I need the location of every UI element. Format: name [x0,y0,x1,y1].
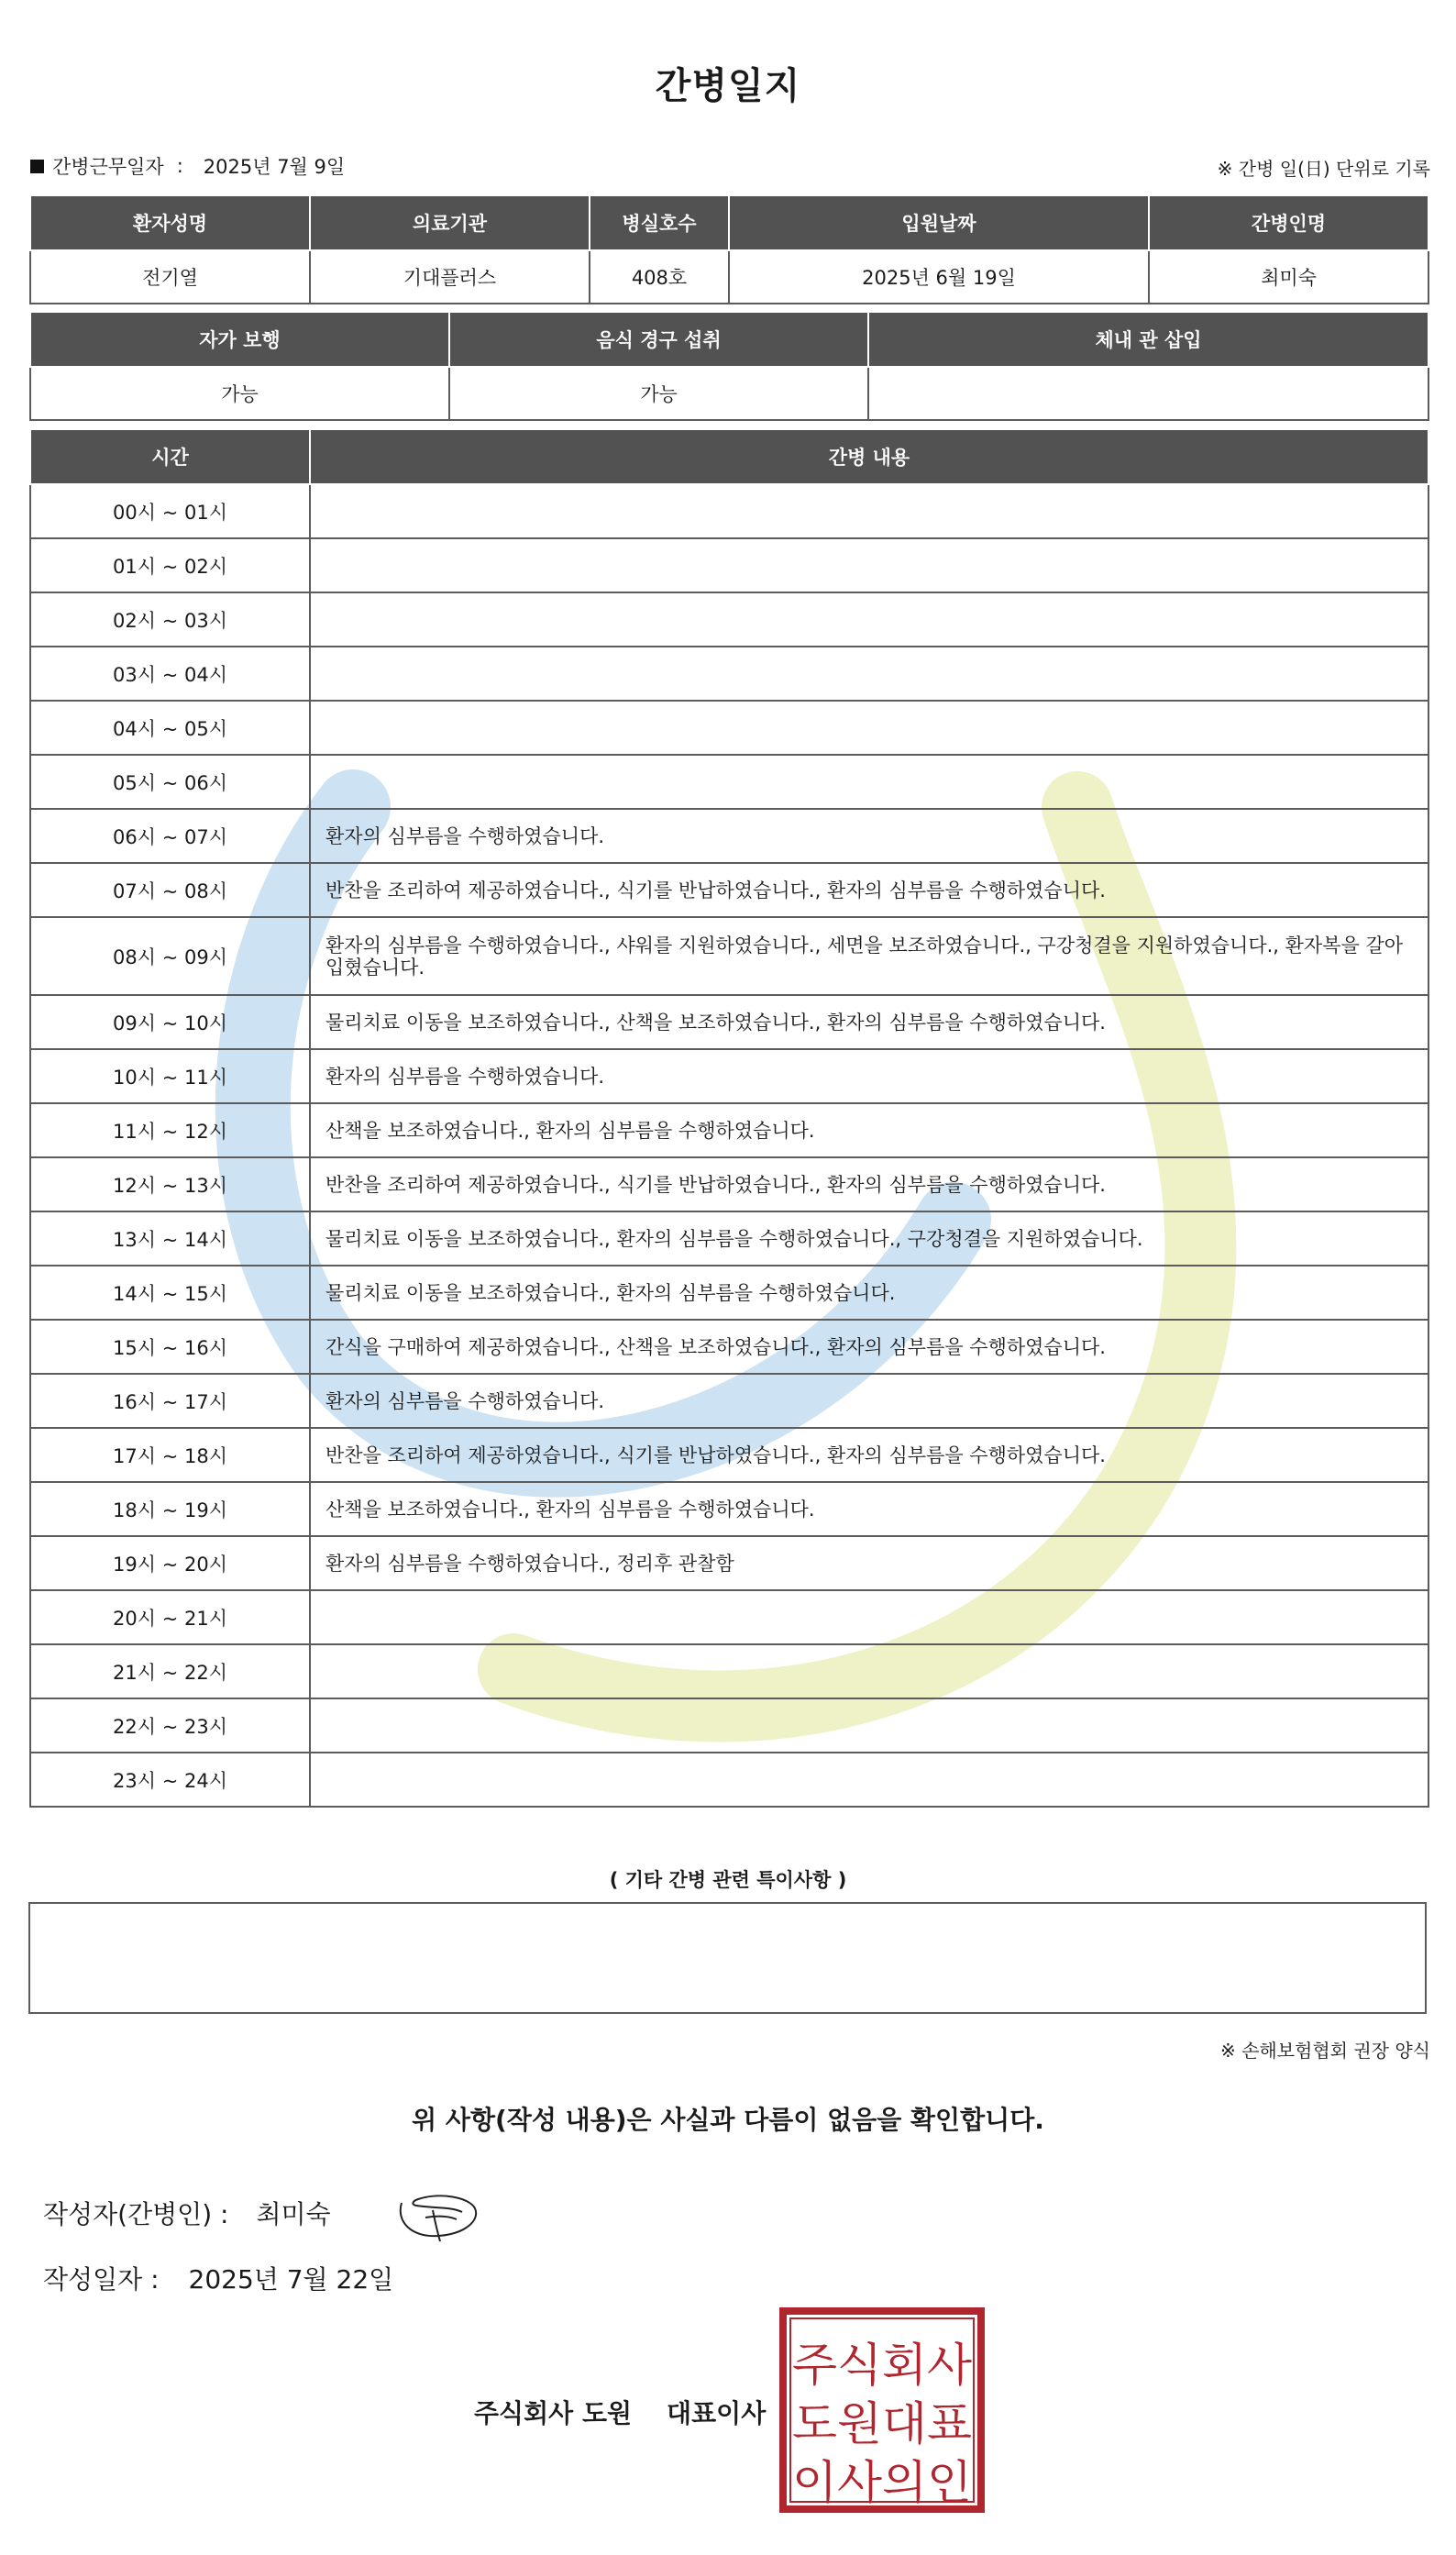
written-date-value: 2025년 7월 22일 [188,2264,394,2295]
care-log-content: 환자의 심부름을 수행하였습니다. [310,1374,1428,1428]
care-log-content [310,1698,1428,1753]
care-log-time: 18시 ~ 19시 [30,1482,310,1536]
unit-note: ※ 간병 일(日) 단위로 기록 [1217,158,1430,180]
care-log-content [310,1590,1428,1644]
care-log-time: 10시 ~ 11시 [30,1049,310,1103]
patient-status-header-row [30,312,1428,367]
care-log-table [29,428,1429,1808]
care-log-time: 01시 ~ 02시 [30,538,310,592]
seal-line-3: 이사의인 [792,2456,972,2509]
care-log-row [30,484,1428,538]
care-log-time: 04시 ~ 05시 [30,701,310,755]
header-self-walking: 자가 보행 [30,312,449,367]
care-log-row [30,1374,1428,1428]
writer-name: 최미숙 [256,2199,331,2229]
recommend-note: ※ 손해보험협회 권장 양식 [1219,2040,1430,2062]
room-number: 408호 [590,250,729,304]
header-patient-name: 환자성명 [30,195,310,250]
self-walking-value: 가능 [30,367,449,420]
header-hospital: 의료기관 [310,195,590,250]
notes-box [28,1902,1427,2014]
care-log-content: 환자의 심부름을 수행하였습니다., 샤워를 지원하였습니다., 세면을 보조하였습니다., 구강청결을 지원하였습니다., 환자복을 갈아입혔습니다. [310,917,1428,995]
care-log-row [30,995,1428,1049]
company-name: 주식회사 도원 [474,2398,633,2428]
work-date [30,152,345,180]
care-log-time: 17시 ~ 18시 [30,1428,310,1482]
care-log-row [30,1103,1428,1157]
care-log-content: 환자의 심부름을 수행하였습니다., 정리후 관찰함 [310,1536,1428,1590]
care-log-time: 13시 ~ 14시 [30,1211,310,1266]
care-log-content: 산책을 보조하였습니다., 환자의 심부름을 수행하였습니다. [310,1482,1428,1536]
care-log-content: 산책을 보조하였습니다., 환자의 심부름을 수행하였습니다. [310,1103,1428,1157]
signature [385,2181,486,2245]
writer-label: 작성자(간병인) : [43,2199,229,2229]
care-log-content [310,1644,1428,1698]
care-log-body [30,484,1428,1807]
patient-info-value-row [30,250,1428,304]
care-log-content: 물리치료 이동을 보조하였습니다., 산책을 보조하였습니다., 환자의 심부름을 수행하였습니다. [310,995,1428,1049]
header-time: 시간 [30,429,310,484]
care-log-content [310,701,1428,755]
care-log-row [30,1536,1428,1590]
care-log-time: 15시 ~ 16시 [30,1320,310,1374]
written-date-label: 작성일자 : [43,2264,160,2295]
patient-name: 전기열 [30,250,310,304]
care-log-time: 22시 ~ 23시 [30,1698,310,1753]
care-log-content [310,538,1428,592]
hospital-name: 기대플러스 [310,250,590,304]
care-log-row [30,1157,1428,1211]
care-log-row [30,809,1428,863]
care-log-time: 08시 ~ 09시 [30,917,310,995]
care-log-time: 06시 ~ 07시 [30,809,310,863]
representative-title: 대표이사 [667,2398,767,2428]
care-log-row [30,538,1428,592]
care-log-row [30,755,1428,809]
notes-title: ( 기타 간병 관련 특이사항 ) [609,1869,847,1891]
header-admission-date: 입원날짜 [729,195,1149,250]
patient-status-table [29,311,1429,421]
care-log-content: 환자의 심부름을 수행하였습니다. [310,809,1428,863]
care-log-time: 07시 ~ 08시 [30,863,310,917]
care-log-time: 12시 ~ 13시 [30,1157,310,1211]
square-bullet-icon [30,160,44,173]
care-log-row [30,1482,1428,1536]
patient-info-header-row [30,195,1428,250]
care-log-row [30,1753,1428,1807]
care-log-row [30,1698,1428,1753]
care-log-row [30,917,1428,995]
care-log-time: 16시 ~ 17시 [30,1374,310,1428]
care-log-row [30,1590,1428,1644]
care-log-row [30,1266,1428,1320]
header-room: 병실호수 [590,195,729,250]
header-tube-insertion: 체내 관 삽입 [868,312,1428,367]
care-log-header-row [30,429,1428,484]
care-log-time: 05시 ~ 06시 [30,755,310,809]
care-log-content: 반찬을 조리하여 제공하였습니다., 식기를 반납하였습니다., 환자의 심부름을 수행하였습니다. [310,1428,1428,1482]
care-log-row [30,1428,1428,1482]
care-log-time: 09시 ~ 10시 [30,995,310,1049]
care-log-row [30,863,1428,917]
work-date-separator: : [176,155,183,177]
header-oral-intake: 음식 경구 섭취 [449,312,868,367]
work-date-value: 2025년 7월 9일 [203,156,346,178]
care-log-time: 00시 ~ 01시 [30,484,310,538]
care-log-content: 반찬을 조리하여 제공하였습니다., 식기를 반납하였습니다., 환자의 심부름을 수행하였습니다. [310,1157,1428,1211]
care-log-time: 02시 ~ 03시 [30,592,310,647]
care-log-row [30,1211,1428,1266]
care-log-row [30,1320,1428,1374]
admission-date: 2025년 6월 19일 [729,250,1149,304]
seal-line-1: 주식회사 [792,2339,973,2392]
writer-line [43,2195,331,2231]
confirmation-statement: 위 사항(작성 내용)은 사실과 다름이 없음을 확인합니다. [412,2105,1044,2135]
care-log-time: 11시 ~ 12시 [30,1103,310,1157]
care-log-time: 20시 ~ 21시 [30,1590,310,1644]
care-log-content [310,1753,1428,1807]
care-log-content: 물리치료 이동을 보조하였습니다., 환자의 심부름을 수행하였습니다., 구강청결을 지원하였습니다. [310,1211,1428,1266]
care-log-content: 반찬을 조리하여 제공하였습니다., 식기를 반납하였습니다., 환자의 심부름을 수행하였습니다. [310,863,1428,917]
page-title: 간병일지 [655,65,801,107]
care-log-row [30,592,1428,647]
care-log-time: 23시 ~ 24시 [30,1753,310,1807]
care-log-time: 03시 ~ 04시 [30,647,310,701]
care-log-row [30,701,1428,755]
care-log-content [310,484,1428,538]
header-caregiver-name: 간병인명 [1149,195,1428,250]
care-log-content: 간식을 구매하여 제공하였습니다., 산책을 보조하였습니다., 환자의 심부름을 수행하였습니다. [310,1320,1428,1374]
care-log-content: 물리치료 이동을 보조하였습니다., 환자의 심부름을 수행하였습니다. [310,1266,1428,1320]
care-log-content: 환자의 심부름을 수행하였습니다. [310,1049,1428,1103]
header-care-content: 간병 내용 [310,429,1428,484]
care-log-content [310,592,1428,647]
care-log-time: 19시 ~ 20시 [30,1536,310,1590]
work-date-label: 간병근무일자 [52,156,164,178]
caregiver-name: 최미숙 [1149,250,1428,304]
oral-intake-value: 가능 [449,367,868,420]
seal-line-2: 도원대표 [792,2397,972,2450]
written-date-line [43,2260,393,2296]
company-seal-stamp [779,2307,985,2513]
tube-insertion-value [868,367,1428,420]
care-log-row [30,647,1428,701]
care-log-time: 21시 ~ 22시 [30,1644,310,1698]
patient-info-table [29,194,1429,304]
care-log-row [30,1049,1428,1103]
company-line [474,2394,766,2430]
care-log-row [30,1644,1428,1698]
care-log-content [310,647,1428,701]
patient-status-value-row [30,367,1428,420]
care-log-content [310,755,1428,809]
care-log-time: 14시 ~ 15시 [30,1266,310,1320]
